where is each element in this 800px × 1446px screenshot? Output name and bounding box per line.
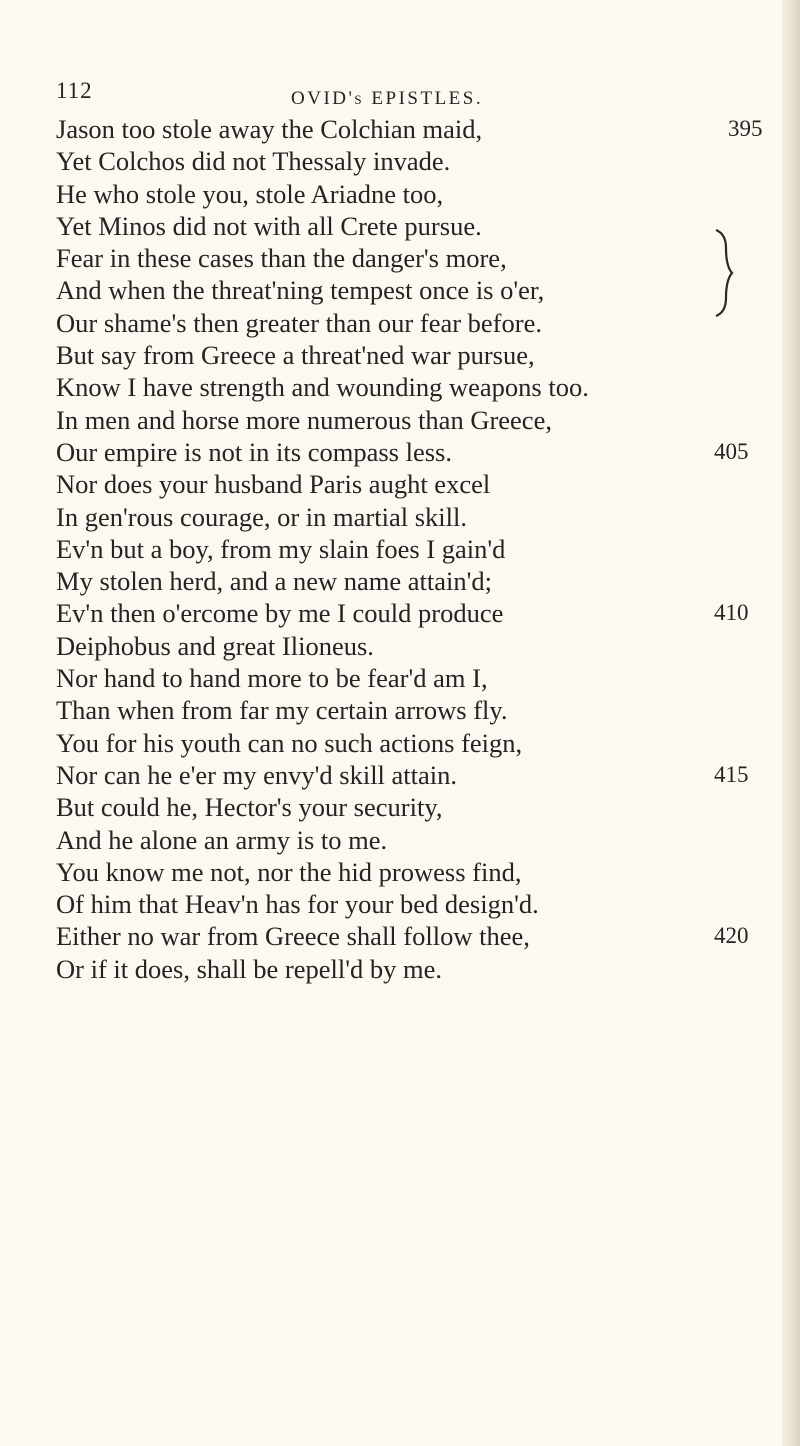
- poem-line: [56, 920, 776, 952]
- poem-line: [56, 694, 776, 726]
- line-text: Yet Colchos did not Thessaly invade.: [56, 146, 451, 177]
- poem-line: [56, 759, 776, 791]
- line-text: Jason too stole away the Colchian maid,: [56, 114, 483, 144]
- line-text: But say from Greece a threat'ned war pursue,: [56, 340, 535, 371]
- poem-line: [56, 113, 776, 145]
- poem-line: [56, 597, 776, 629]
- line-text: Of him that Heav'n has for your bed design'd.: [56, 889, 539, 920]
- poem-line: [56, 274, 776, 306]
- line-text: You for his youth can no such actions feign,: [56, 727, 523, 758]
- line-text: Fear in these cases than the danger's more,: [56, 243, 507, 274]
- poem-line: [56, 210, 776, 242]
- line-text: But could he, Hector's your security,: [56, 792, 443, 823]
- poem-line: [56, 565, 776, 597]
- poem-line: [56, 630, 776, 662]
- poem-line: [56, 371, 776, 403]
- page-number: 112: [56, 78, 93, 103]
- poem-text: [56, 113, 776, 985]
- triplet-brace: [712, 228, 734, 318]
- poem-line: [56, 533, 776, 565]
- line-text: In men and horse more numerous than Greece,: [56, 404, 552, 435]
- poem-line: [56, 953, 776, 985]
- line-text: Nor hand to hand more to be fear'd am I,: [56, 663, 488, 694]
- running-head: [56, 70, 756, 110]
- line-text: My stolen herd, and a new name attain'd;: [56, 566, 493, 597]
- poem-line: [56, 824, 776, 856]
- line-number: 410: [714, 600, 749, 626]
- line-number: 405: [714, 438, 749, 464]
- line-text: Yet Minos did not with all Crete pursue.: [56, 210, 482, 241]
- line-text: Either no war from Greece shall follow thee,: [56, 921, 530, 952]
- line-text: In gen'rous courage, or in martial skill.: [56, 501, 467, 532]
- poem-line: [56, 468, 776, 500]
- poem-line: [56, 339, 776, 371]
- line-text: You know me not, nor the hid prowess find,: [56, 856, 522, 887]
- poem-line: [56, 662, 776, 694]
- line-number: 415: [714, 761, 749, 787]
- line-text: Than when from far my certain arrows fly.: [56, 695, 508, 726]
- line-text: Ev'n then o'ercome by me I could produce: [56, 598, 504, 629]
- poem-line: [56, 791, 776, 823]
- poem-line: [56, 856, 776, 888]
- poem-line: [56, 404, 776, 436]
- poem-line: [56, 242, 776, 274]
- line-text: Nor does your husband Paris aught excel: [56, 469, 491, 500]
- line-text: And he alone an army is to me.: [56, 824, 388, 855]
- poem-line: [56, 178, 776, 210]
- line-text: Deiphobus and great Ilioneus.: [56, 630, 374, 661]
- line-number: 420: [714, 923, 749, 949]
- poem-line: [56, 888, 776, 920]
- running-title: OVID's EPISTLES.: [291, 88, 484, 109]
- poem-line: [56, 436, 776, 468]
- line-text: Know I have strength and wounding weapons too.: [56, 372, 589, 403]
- poem-line: [56, 727, 776, 759]
- line-text: And when the threat'ning tempest once is o'er,: [56, 275, 545, 306]
- line-text: He who stole you, stole Ariadne too,: [56, 178, 444, 209]
- line-text: Or if it does, shall be repell'd by me.: [56, 953, 442, 984]
- line-text: Nor can he e'er my envy'd skill attain.: [56, 759, 458, 790]
- line-text: Our empire is not in its compass less.: [56, 436, 452, 467]
- line-text: Ev'n but a boy, from my slain foes I gain'd: [56, 533, 506, 564]
- poem-line: [56, 145, 776, 177]
- page-edge: [782, 0, 800, 1446]
- poem-line: [56, 307, 776, 339]
- line-number: 395: [728, 116, 763, 141]
- line-text: Our shame's then greater than our fear before.: [56, 307, 542, 338]
- poem-line: [56, 501, 776, 533]
